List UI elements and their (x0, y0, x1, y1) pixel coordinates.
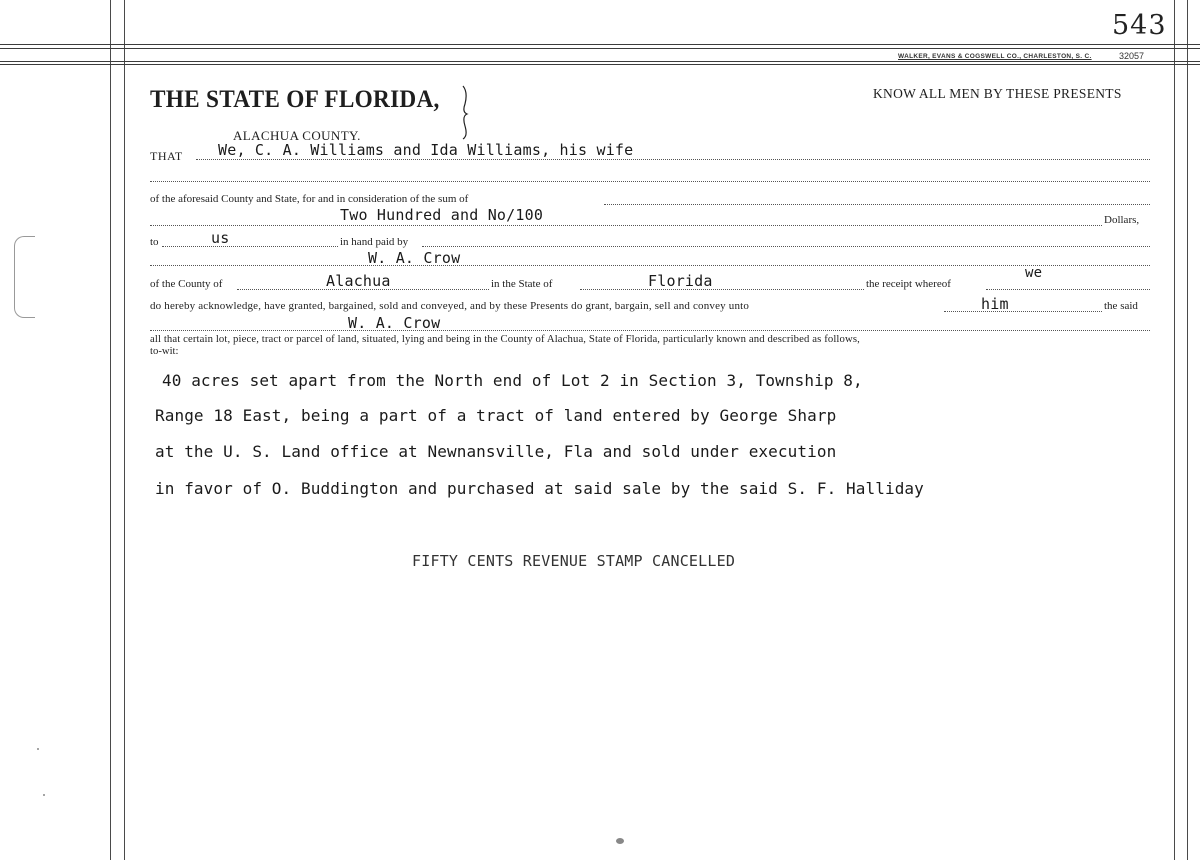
right-margin-rule-2 (1187, 0, 1188, 860)
description-line-2: Range 18 East, being a part of a tract of land entered by George Sharp (155, 406, 837, 425)
deed-title: THE STATE OF FLORIDA, (150, 86, 440, 113)
right-margin-rule-1 (1174, 0, 1175, 860)
scan-speck (616, 838, 624, 844)
unto-value: him (981, 295, 1009, 313)
paid-by-label: in hand paid by (340, 236, 409, 248)
consideration-text: of the aforesaid County and State, for and in consideration of the sum of (150, 193, 469, 205)
that-label: THAT (150, 149, 183, 163)
paid-by-dotted-line (422, 246, 1150, 247)
receipt-value: we (1025, 265, 1043, 281)
left-margin-rule-1 (110, 0, 111, 860)
parcel-text: all that certain lot, piece, tract or parcel of land, situated, lying and being in the County of Alachua, State of Florida, particularly known and described as follows, (150, 333, 860, 345)
payer-value: W. A. Crow (368, 249, 461, 267)
description-line-3: at the U. S. Land office at Newnansville, Fla and sold under execution (155, 442, 837, 461)
top-rule-4 (0, 64, 1200, 65)
state-value: Florida (648, 272, 713, 290)
amount-dotted-line (150, 225, 1102, 226)
county-heading: ALACHUA COUNTY. (233, 128, 361, 143)
the-said-label: the said (1104, 300, 1138, 312)
receipt-dotted-line (986, 289, 1150, 290)
description-line-4: in favor of O. Buddington and purchased at said sale by the said S. F. Halliday (155, 479, 924, 498)
dollars-label: Dollars, (1104, 214, 1140, 226)
to-wit-label: to-wit: (150, 345, 179, 357)
description-line-1: 40 acres set apart from the North end of Lot 2 in Section 3, Township 8, (162, 371, 863, 390)
top-rule-1 (0, 44, 1200, 45)
revenue-stamp-note: FIFTY CENTS REVENUE STAMP CANCELLED (412, 552, 736, 570)
receipt-label: the receipt whereof (866, 278, 951, 290)
printer-imprint: WALKER, EVANS & COGSWELL CO., CHARLESTON, S. C. (898, 53, 1092, 60)
top-rule-3 (0, 61, 1200, 62)
top-rule-2 (0, 48, 1200, 49)
amount-value: Two Hundred and No/100 (340, 206, 544, 224)
consideration-dotted-line (604, 204, 1150, 205)
page-number: 543 (1112, 10, 1167, 41)
county-of-label: of the County of (150, 278, 223, 290)
acknowledge-text: do hereby acknowledge, have granted, bargained, sold and conveyed, and by these Presents do grant, bargain, sell and convey unto (150, 300, 750, 312)
grantee-value: W. A. Crow (348, 314, 441, 332)
scan-speck (37, 748, 39, 750)
brace-mark (459, 84, 473, 140)
unto-dotted-line (944, 311, 1102, 312)
state-dotted-line (580, 289, 864, 290)
payer-dotted-line (150, 265, 1150, 266)
binding-hole-mark (14, 236, 35, 318)
know-all-men-heading: KNOW ALL MEN BY THESE PRESENTS (873, 86, 1122, 101)
to-label: to (150, 236, 159, 248)
state-of-label: in the State of (491, 278, 553, 290)
blank-dotted-line (150, 181, 1150, 182)
grantee-dotted-line (150, 330, 1150, 331)
to-dotted-line (162, 246, 338, 247)
grantors-value: We, C. A. Williams and Ida Williams, his wife (218, 141, 634, 159)
left-margin-rule-2 (124, 0, 125, 860)
form-number: 32057 (1119, 51, 1145, 61)
that-dotted-line (196, 159, 1150, 160)
county-value: Alachua (326, 272, 391, 290)
to-value: us (211, 229, 230, 247)
scan-speck (43, 794, 45, 796)
